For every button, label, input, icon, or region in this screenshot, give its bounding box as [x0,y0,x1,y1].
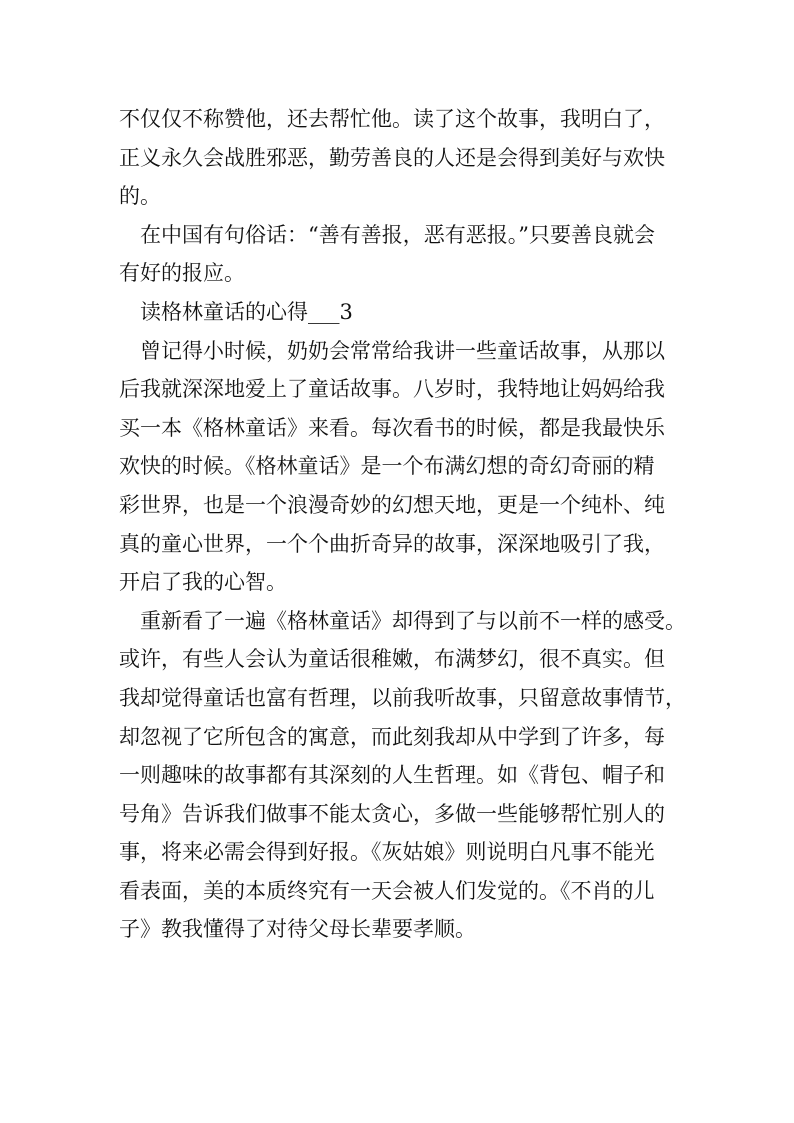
text-line: 号角》告诉我们做事不能太贪心，多做一些能够帮忙别人的 [119,801,665,826]
text-line: 的。 [119,184,161,209]
text-line: 重新看了一遍《格林童话》却得到了与以前不一样的感受。 [140,608,686,633]
document-body [119,100,686,949]
text-line: 事，将来必需会得到好报。《灰姑娘》则说明白凡事不能光 [119,840,655,865]
text-line: 我却觉得童话也富有哲理，以前我听故事，只留意故事情节， [119,685,686,710]
text-line: 却忽视了它所包含的寓意，而此刻我却从中学到了许多，每 [119,724,665,749]
text-line: 曾记得小时候，奶奶会常常给我讲一些童话故事，从那以 [140,338,665,363]
text-line: 有好的报应。 [119,261,245,286]
text-line: 或许，有些人会认为童话很稚嫩，布满梦幻，很不真实。但 [119,647,665,672]
text-line: 正义永久会战胜邪恶，勤劳善良的人还是会得到美好与欢快 [119,145,665,170]
text-line: 一则趣味的故事都有其深刻的人生哲理。如《背包、帽子和 [119,763,665,788]
text-line: 真的童心世界，一个个曲折奇异的故事，深深地吸引了我， [119,531,665,556]
text-line: 在中国有句俗话：“善有善报，恶有恶报。”只要善良就会 [140,222,655,247]
text-line: 不仅仅不称赞他，还去帮忙他。读了这个故事，我明白了， [119,107,665,131]
text-line: 看表面，美的本质终究有一天会被人们发觉的。《不肖的儿 [119,878,655,903]
text-line: 子》教我懂得了对待父母长辈要孝顺。 [119,917,476,942]
text-line: 后我就深深地爱上了童话故事。八岁时，我特地让妈妈给我 [119,377,665,402]
text-line: 彩世界，也是一个浪漫奇妙的幻想天地，更是一个纯朴、纯 [119,492,665,517]
text-line: 开启了我的心智。 [119,570,287,595]
section-heading: 读格林童话的心得___3 [140,299,353,324]
text-line: 欢快的时候。《格林童话》是一个布满幻想的奇幻奇丽的精 [119,454,655,479]
text-line: 买一本《格林童话》来看。每次看书的时候，都是我最快乐 [119,415,665,440]
